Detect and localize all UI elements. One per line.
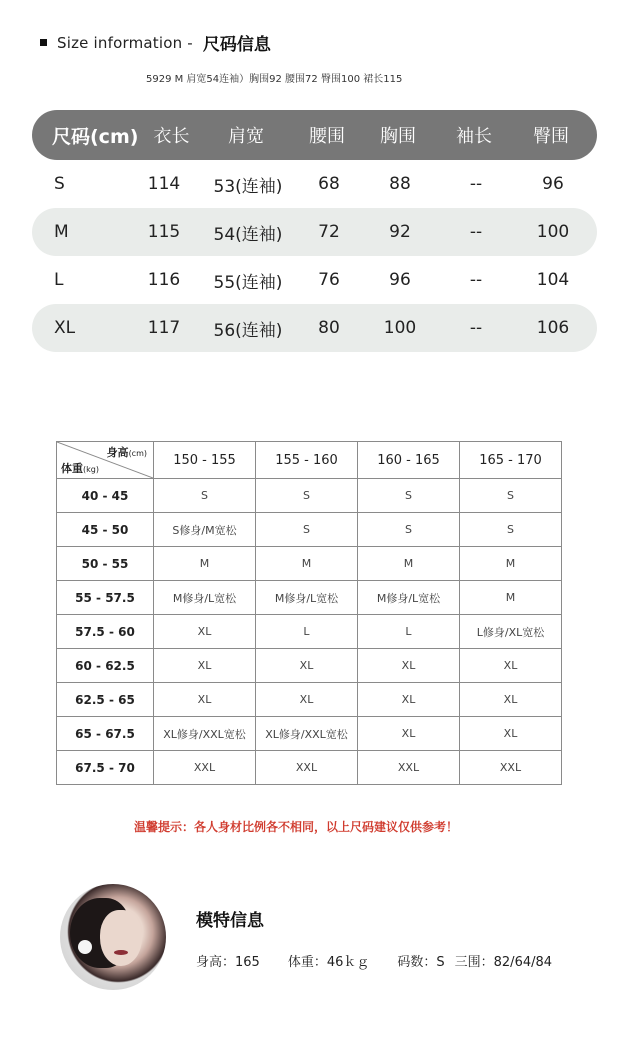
header-size: 尺码(cm) bbox=[52, 125, 139, 148]
size-cell: S bbox=[154, 479, 256, 513]
header-shoulder: 肩宽 bbox=[228, 126, 264, 147]
model-avatar bbox=[60, 884, 166, 990]
height-column-header: 150 - 155 bbox=[154, 442, 256, 479]
size-cell: XL bbox=[358, 683, 460, 717]
table-row bbox=[32, 208, 597, 256]
size-cell: M bbox=[154, 547, 256, 581]
weight-row-label: 60 - 62.5 bbox=[57, 649, 154, 683]
size-cell: XXL bbox=[154, 751, 256, 785]
size-cell: XL bbox=[154, 649, 256, 683]
size-label: M bbox=[54, 222, 69, 242]
model-size: 码数：S bbox=[397, 955, 445, 970]
waist-value: 68 bbox=[318, 174, 340, 194]
size-warning-note: 温馨提示：各人身材比例各不相同，以上尺码建议仅供参考！ bbox=[134, 820, 459, 834]
size-cell: XXL bbox=[256, 751, 358, 785]
hip-value: 104 bbox=[536, 270, 570, 290]
size-cell: XL bbox=[460, 717, 562, 751]
size-cell: L bbox=[256, 615, 358, 649]
size-cell: XL bbox=[358, 717, 460, 751]
waist-value: 80 bbox=[318, 318, 340, 338]
size-cell: XL bbox=[460, 683, 562, 717]
size-cell: S修身/M宽松 bbox=[154, 513, 256, 547]
shoulder-value: 53(连袖) bbox=[213, 176, 283, 197]
length-value: 117 bbox=[147, 318, 181, 338]
size-cell: S bbox=[256, 513, 358, 547]
weight-row-label: 62.5 - 65 bbox=[57, 683, 154, 717]
height-column-header: 155 - 160 bbox=[256, 442, 358, 479]
size-cell: M bbox=[460, 547, 562, 581]
sample-measurements: 5929 M 肩宽54连袖）胸围92 腰围72 臀围100 裙长115 bbox=[146, 74, 403, 85]
shoulder-value: 54(连袖) bbox=[213, 224, 283, 245]
size-cell: XL修身/XXL宽松 bbox=[154, 717, 256, 751]
bust-value: 96 bbox=[389, 270, 411, 290]
height-column-header: 165 - 170 bbox=[460, 442, 562, 479]
size-cell: M修身/L宽松 bbox=[154, 581, 256, 615]
size-label: L bbox=[54, 270, 64, 290]
table-row bbox=[32, 304, 597, 352]
sleeve-value: -- bbox=[469, 318, 483, 338]
corner-height-label: 身高(cm) bbox=[106, 446, 147, 459]
table-row bbox=[57, 615, 562, 649]
grid-header-row bbox=[57, 442, 562, 479]
table-row bbox=[57, 717, 562, 751]
weight-row-label: 55 - 57.5 bbox=[57, 581, 154, 615]
model-height: 身高：165 bbox=[196, 955, 260, 970]
table-row bbox=[57, 649, 562, 683]
size-cell: M修身/L宽松 bbox=[256, 581, 358, 615]
hip-value: 106 bbox=[536, 318, 570, 338]
size-cell: L bbox=[358, 615, 460, 649]
table-row bbox=[57, 683, 562, 717]
length-value: 114 bbox=[147, 174, 181, 194]
header-waist: 腰围 bbox=[309, 126, 345, 147]
length-value: 116 bbox=[147, 270, 181, 290]
size-cell: L修身/XL宽松 bbox=[460, 615, 562, 649]
model-info-title: 模特信息 bbox=[196, 911, 264, 931]
size-cell: S bbox=[256, 479, 358, 513]
shoulder-value: 55(连袖) bbox=[213, 272, 283, 293]
size-cell: S bbox=[358, 479, 460, 513]
size-cell: S bbox=[460, 513, 562, 547]
weight-row-label: 40 - 45 bbox=[57, 479, 154, 513]
bust-value: 100 bbox=[383, 318, 417, 338]
header-title-cn: 尺码信息 bbox=[202, 35, 271, 55]
waist-value: 72 bbox=[318, 222, 340, 242]
hip-value: 100 bbox=[536, 222, 570, 242]
model-info-line bbox=[196, 951, 552, 970]
model-weight: 体重：46ｋｇ bbox=[287, 955, 370, 970]
header-length: 衣长 bbox=[153, 126, 190, 147]
size-cell: XL bbox=[154, 683, 256, 717]
flower-icon bbox=[78, 940, 92, 954]
size-cell: M bbox=[256, 547, 358, 581]
table-row bbox=[32, 160, 597, 208]
table-row bbox=[57, 479, 562, 513]
weight-row-label: 45 - 50 bbox=[57, 513, 154, 547]
corner-weight-label: 体重(kg) bbox=[61, 462, 99, 475]
weight-row-label: 67.5 - 70 bbox=[57, 751, 154, 785]
table-row bbox=[57, 751, 562, 785]
section-header bbox=[40, 30, 271, 55]
height-column-header: 160 - 165 bbox=[358, 442, 460, 479]
weight-row-label: 57.5 - 60 bbox=[57, 615, 154, 649]
table-row bbox=[57, 547, 562, 581]
grid-corner-cell bbox=[57, 442, 154, 479]
weight-row-label: 65 - 67.5 bbox=[57, 717, 154, 751]
table-row bbox=[57, 581, 562, 615]
size-label: S bbox=[54, 174, 65, 194]
model-measurements: 三围：82/64/84 bbox=[454, 955, 553, 970]
header-sleeve: 袖长 bbox=[456, 126, 492, 147]
sleeve-value: -- bbox=[469, 270, 483, 290]
size-cell: M bbox=[358, 547, 460, 581]
sleeve-value: -- bbox=[469, 174, 483, 194]
size-label: XL bbox=[54, 318, 76, 338]
hip-value: 96 bbox=[542, 174, 564, 194]
sleeve-value: -- bbox=[469, 222, 483, 242]
size-table-header bbox=[32, 110, 597, 160]
size-cell: XL bbox=[256, 683, 358, 717]
size-cell: XL bbox=[154, 615, 256, 649]
avatar-face bbox=[100, 910, 142, 966]
size-cell: XXL bbox=[460, 751, 562, 785]
bust-value: 88 bbox=[389, 174, 411, 194]
shoulder-value: 56(连袖) bbox=[213, 320, 283, 341]
size-cell: XL bbox=[358, 649, 460, 683]
avatar-lips bbox=[114, 950, 128, 955]
table-row bbox=[32, 256, 597, 304]
size-recommendation-grid bbox=[56, 441, 562, 785]
weight-row-label: 50 - 55 bbox=[57, 547, 154, 581]
header-bust: 胸围 bbox=[380, 126, 416, 147]
size-cell: XL bbox=[256, 649, 358, 683]
size-cell: XL bbox=[460, 649, 562, 683]
size-table bbox=[32, 110, 597, 352]
table-row bbox=[57, 513, 562, 547]
header-hip: 臀围 bbox=[533, 126, 569, 147]
size-cell: S bbox=[358, 513, 460, 547]
size-cell: M bbox=[460, 581, 562, 615]
length-value: 115 bbox=[147, 222, 181, 242]
size-cell: M修身/L宽松 bbox=[358, 581, 460, 615]
bullet-square-icon bbox=[40, 39, 47, 46]
size-cell: XXL bbox=[358, 751, 460, 785]
waist-value: 76 bbox=[318, 270, 340, 290]
size-cell: XL修身/XXL宽松 bbox=[256, 717, 358, 751]
bust-value: 92 bbox=[389, 222, 411, 242]
size-cell: S bbox=[460, 479, 562, 513]
header-title-en: Size information - bbox=[57, 33, 193, 52]
